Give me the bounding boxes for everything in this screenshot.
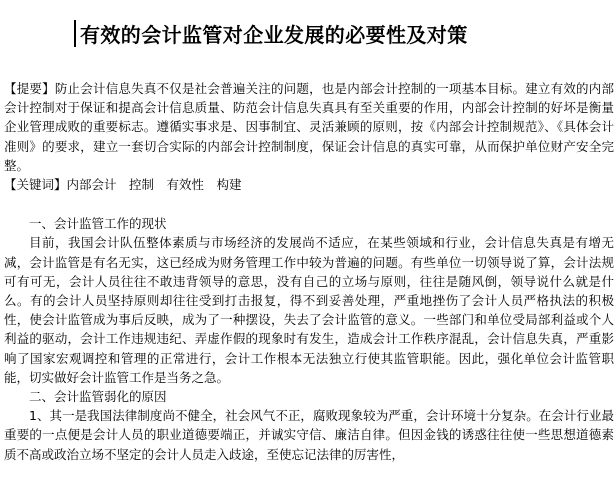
paragraph-gap	[4, 194, 614, 214]
abstract-paragraph: 【提要】防止会计信息失真不仅是社会普遍关注的问题，也是内部会计控制的一项基本目标。建立有效的内部会计控制对于保证和提高会计信息质量、防范会计信息失真具有至关重要的作用，内部会计控制的好坏是衡量企业管理成败的重要标志。遵循实事求是、因事制宜、灵活兼顾的原则，按《内部会计控制规范》、《具体会计准则》的要求，建立一套切合实际的内部会计控制制度，保证会计信息的真实可靠，从而保护单位财产安全完整。	[4, 81, 614, 173]
document-body	[4, 79, 614, 464]
section-body-status: 目前，我国会计队伍整体素质与市场经济的发展尚不适应，在某些领域和行业，会计信息失真是有增无减，会计监管是有名无实，这已经成为财务管理工作中较为普遍的问题。有些单位一切领导说了算，会计法规可有可无，会计人员往往不敢违背领导的意思，没有自己的立场与原则，往往是随风倒，领导说什么就是什么。有的会计人员坚持原则却往往受到打击报复，得不到妥善处理，严重地挫伤了会计人员严格执法的积极性，使会计监管成为事后反映，成为了一种摆设，失去了会计监管的意义。一些部门和单位受局部利益或个人利益的驱动，会计工作违规违纪、弄虚作假的现象时有发生，造成会计工作秩序混乱，会计信息失真，严重影响了国家宏观调控和管理的正常进行，会计工作根本无法独立行使其监管职能。因此，强化单位会计监管职能，切实做好会计监管工作是当务之急。	[4, 235, 614, 385]
title-row	[0, 14, 615, 50]
text-cursor	[74, 20, 76, 47]
section-heading-status: 一、会计监管工作的现状	[29, 216, 167, 232]
page-title: 有效的会计监管对企业发展的必要性及对策	[80, 23, 468, 47]
keywords-line: 【关键词】内部会计 控制 有效性 构建	[4, 177, 242, 193]
section-heading-causes: 二、会计监管弱化的原因	[29, 389, 167, 405]
section-body-causes: 1、其一是我国法律制度尚不健全，社会风气不正，腐败现象较为严重，会计环境十分复杂。在会计行业最重要的一点便是会计人员的职业道德要端正，并诚实守信、廉洁自律。但因金钱的诱惑往往使一些思想道德素质不高或政治立场不坚定的会计人员走入歧途，至使忘记法律的厉害性，	[4, 408, 614, 462]
